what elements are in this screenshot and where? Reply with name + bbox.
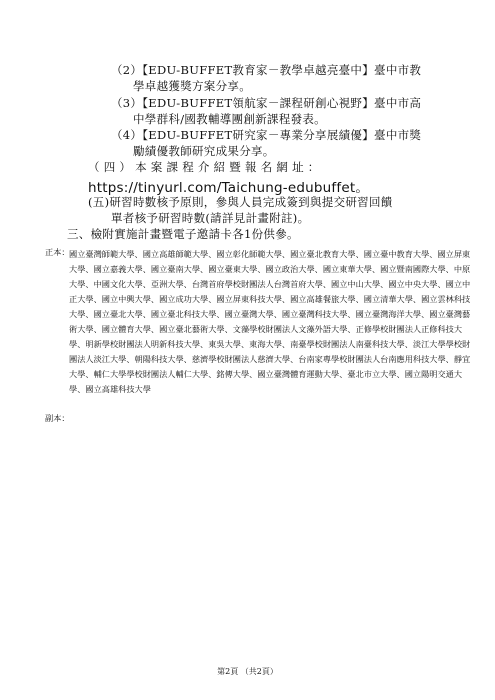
item-four-heading: （四）本案課程介紹暨報名網址： <box>88 160 324 174</box>
item-five-line-1: (五)研習時數核予原則，參與人員完成簽到與提交研習回饋 <box>88 195 393 209</box>
item-3-line-2: 中學群科/國教輔導團創新課程發表。 <box>133 112 326 126</box>
item-3-line-1: （3）【EDU-BUFFET領航家－課程研創心視野】臺中市高 <box>111 96 422 110</box>
page-footer: 第2頁 （共2頁） <box>217 667 278 676</box>
item-2-line-1: （2）【EDU-BUFFET教育家－教學卓越亮臺中】臺中市教 <box>111 63 422 77</box>
copy-recipients-label: 副本： <box>45 413 70 423</box>
main-recipients-label: 正本： <box>45 247 70 257</box>
item-4-line-1: （4）【EDU-BUFFET研究家－專業分享展績優】臺中市獎 <box>111 128 422 142</box>
registration-url[interactable]: https://tinyurl.com/Taichung-edubuffet。 <box>88 180 370 196</box>
main-recipients-text: 國立臺灣師範大學、國立高雄師範大學、國立彰化師範大學、國立臺北教育大學、國立臺中教育大學、國立屏東大學、國立嘉義大學、國立臺南大學、國立臺東大學、國立政治大學、國立東華大學、國立暨南國際大學、中原大學、中國文化大學、亞洲大學、台灣首府學校財團法人台灣首府大學、國立中山大學、國立中央大學、國立中正大學、國立中興大學、國立成功大學、國立屏東科技大學、國立高雄餐旅大學、國立清華大學、國立雲林科技大學、國立臺北大學、國立臺北科技大學、國立臺灣大學、國立臺灣科技大學、國立臺灣海洋大學、國立臺灣藝術大學、國立體育大學、國立臺北藝術大學、文藻學校財團法人文藻外語大學、正修學校財團法人正修科技大學、明新學校財團法人明新科技大學、東吳大學、東海大學、南臺學校財團法人南臺科技大學、淡江大學學校財團法人淡江大學、朝陽科技大學、慈濟學校財團法人慈濟大學、台南家專學校財團法人台南應用科技大學、靜宜大學、輔仁大學學校財團法人輔仁大學、銘傳大學、國立臺灣體育運動大學、臺北市立大學、國立陽明交通大學、國立高雄科技大學 <box>69 249 471 394</box>
item-five-line-2: 單者核予研習時數(請詳見計畫附註)。 <box>111 211 310 225</box>
item-2-line-2: 學卓越獲獎方案分享。 <box>133 79 251 93</box>
item-4-line-2: 勵績優教師研究成果分享。 <box>133 144 275 158</box>
section-three-line: 三、檢附實施計畫暨電子邀請卡各1份供參。 <box>67 227 299 241</box>
